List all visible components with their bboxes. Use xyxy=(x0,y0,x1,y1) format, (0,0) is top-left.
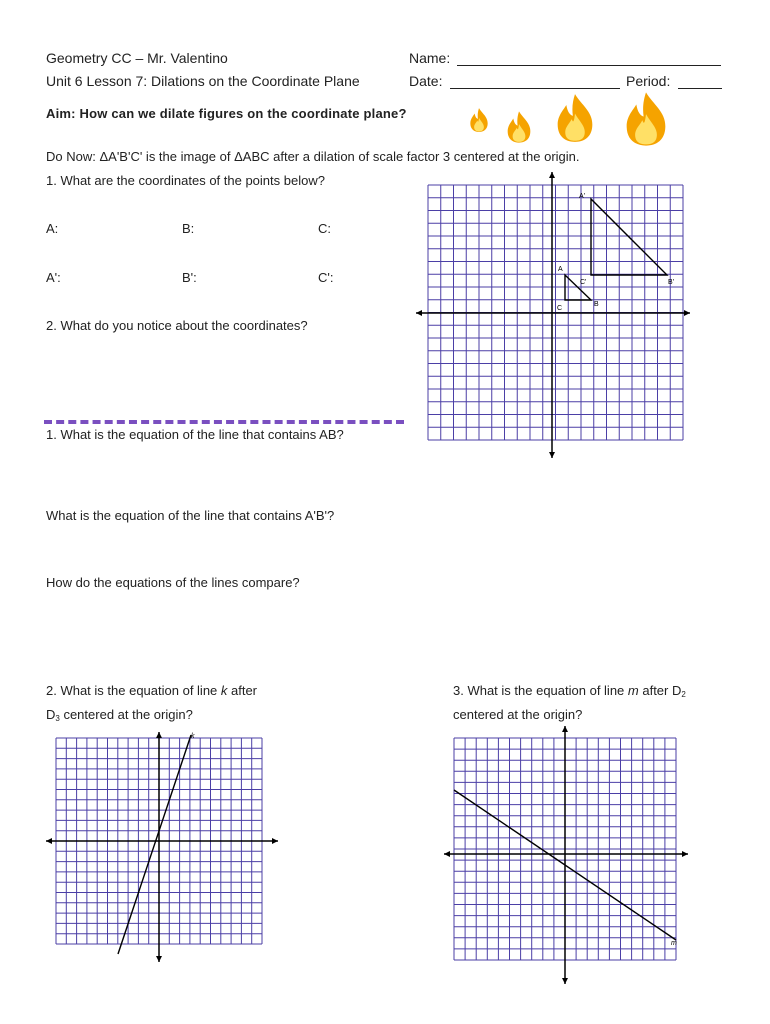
dilation-triangle-graph xyxy=(416,170,692,460)
question-a-prime-b-prime-line: What is the equation of the line that contains A'B'? xyxy=(46,508,335,523)
question-compare-lines: How do the equations of the lines compare? xyxy=(46,575,300,590)
do-now-question-1: 1. What are the coordinates of the points below? xyxy=(46,173,325,188)
fire-icon xyxy=(620,90,672,148)
label-c-prime: C' xyxy=(580,279,587,286)
question-line-k-cont: $D_3$ centered at the origin? xyxy=(46,707,193,723)
lesson-title: Unit 6 Lesson 7: Dilations on the Coordinate Plane xyxy=(46,73,360,89)
label-a: A xyxy=(558,266,563,273)
fire-icon xyxy=(552,92,598,144)
fire-icon xyxy=(468,107,490,133)
name-field[interactable] xyxy=(457,65,721,66)
date-field[interactable] xyxy=(450,88,620,89)
period-label: Period: xyxy=(626,73,671,89)
point-b-label: B: xyxy=(182,221,195,236)
fire-icon xyxy=(503,110,535,144)
name-label: Name: xyxy=(409,50,451,66)
point-a-label: A: xyxy=(46,221,59,236)
label-k: k xyxy=(191,733,195,740)
point-b-prime-label: B': xyxy=(182,270,197,285)
point-a-prime-label: A': xyxy=(46,270,61,285)
question-line-k: 2. What is the equation of line k after xyxy=(46,683,258,698)
date-label: Date: xyxy=(409,73,443,89)
do-now-question-2: 2. What do you notice about the coordinates? xyxy=(46,318,308,333)
question-line-m-cont: centered at the origin? xyxy=(453,707,583,722)
label-b: B xyxy=(594,301,599,308)
point-c-prime-label: C': xyxy=(318,270,334,285)
label-c: C xyxy=(557,305,563,312)
line-k-graph xyxy=(44,730,280,966)
point-c-label: C: xyxy=(318,221,331,236)
label-a-prime: A' xyxy=(579,193,586,200)
course-title: Geometry CC – Mr. Valentino xyxy=(46,50,228,66)
question-line-m: 3. What is the equation of line m after $D_2$ xyxy=(453,683,686,699)
aim-text: Aim: How can we dilate figures on the coordinate plane? xyxy=(46,106,407,121)
label-m: m xyxy=(671,940,677,947)
do-now-intro: Do Now: ΔA'B'C' is the image of ΔABC after a dilation of scale factor 3 centered at the origin. xyxy=(46,149,580,164)
question-ab-line: 1. What is the equation of the line that contains AB? xyxy=(46,427,344,442)
label-b-prime: B' xyxy=(668,279,675,286)
line-m-graph xyxy=(442,724,690,986)
section-divider xyxy=(44,420,404,424)
period-field[interactable] xyxy=(678,88,722,89)
